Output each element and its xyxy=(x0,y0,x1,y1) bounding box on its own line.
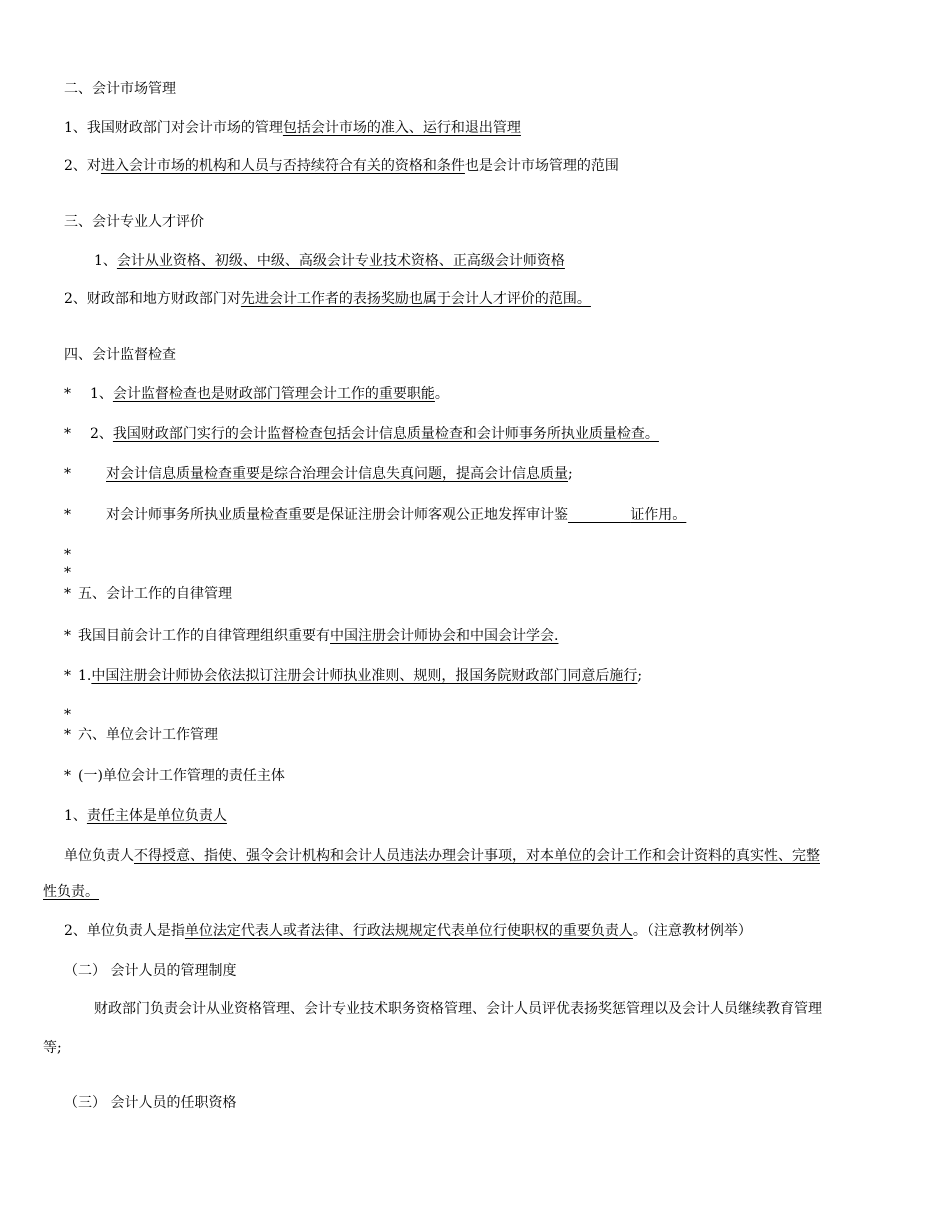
subheading: * (一)单位会计工作管理的责任主体 xyxy=(64,768,285,784)
bullet-mark: * xyxy=(64,628,71,644)
section-heading-2: 二、会计市场管理 xyxy=(64,81,176,97)
bullet-paragraph: * 1、会计监督检查也是财政部门管理会计工作的重要职能。 xyxy=(64,386,449,402)
bullet-mark: * xyxy=(64,668,71,684)
bullet-paragraph: * 对会计师事务所执业质量检查重要是保证注册会计师客观公正地发挥审计鉴 证作用。 xyxy=(64,507,687,523)
section-heading-3: 三、会计专业人才评价 xyxy=(64,214,204,230)
subheading: （三） 会计人员的任职资格 xyxy=(64,1095,237,1111)
paragraph: 财政部门负责会计从业资格管理、会计专业技术职务资格管理、会计人员评优表扬奖惩管理以及会计人员继续教育管理 xyxy=(94,1001,822,1017)
bullet-mark: * xyxy=(64,386,71,402)
section-heading-6: * 六、单位会计工作管理 xyxy=(64,727,218,743)
paragraph: 2、单位负责人是指单位法定代表人或者法律、行政法规规定代表单位行使职权的重要负责人。（注意教材例举） xyxy=(64,923,752,939)
paragraph: 2、对进入会计市场的机构和人员与否持续符合有关的资格和条件也是会计市场管理的范围 xyxy=(64,158,619,174)
bullet-mark: * xyxy=(64,727,71,743)
paragraph: 1、我国财政部门对会计市场的管理包括会计市场的准入、运行和退出管理 xyxy=(64,120,521,136)
paragraph: 1、会计从业资格、初级、中级、高级会计专业技术资格、正高级会计师资格 xyxy=(94,253,565,269)
bullet-mark: * xyxy=(64,507,71,523)
subheading: （二） 会计人员的管理制度 xyxy=(64,963,237,979)
paragraph: 2、财政部和地方财政部门对先进会计工作者的表扬奖励也属于会计人才评价的范围。 xyxy=(64,291,591,307)
bullet-paragraph: * 1.中国注册会计师协会依法拟订注册会计师执业准则、规则，报国务院财政部门同意后施行; xyxy=(64,668,643,684)
paragraph: 1、责任主体是单位负责人 xyxy=(64,808,227,824)
bullet-mark: * xyxy=(64,547,71,563)
bullet-mark: * xyxy=(64,466,71,482)
bullet-mark: * xyxy=(64,768,71,784)
bullet-mark: * xyxy=(64,565,71,581)
section-heading-4: 四、会计监督检查 xyxy=(64,347,176,363)
bullet-mark: * xyxy=(64,707,71,723)
paragraph: 单位负责人不得授意、指使、强令会计机构和会计人员违法办理会计事项，对本单位的会计工作和会计资料的真实性、完整 xyxy=(64,848,820,864)
bullet-paragraph: * 2、我国财政部门实行的会计监督检查包括会计信息质量检查和会计师事务所执业质量检查。 xyxy=(64,426,659,442)
paragraph-continuation: 等; xyxy=(43,1040,62,1056)
bullet-mark: * xyxy=(64,426,71,442)
bullet-paragraph: * 对会计信息质量检查重要是综合治理会计信息失真问题，提高会计信息质量; xyxy=(64,466,573,482)
section-heading-5: * 五、会计工作的自律管理 xyxy=(64,586,232,602)
bullet-paragraph: * 我国目前会计工作的自律管理组织重要有中国注册会计师协会和中国会计学会. xyxy=(64,628,559,644)
bullet-mark: * xyxy=(64,586,71,602)
paragraph-continuation: 性负责。 xyxy=(43,884,99,900)
